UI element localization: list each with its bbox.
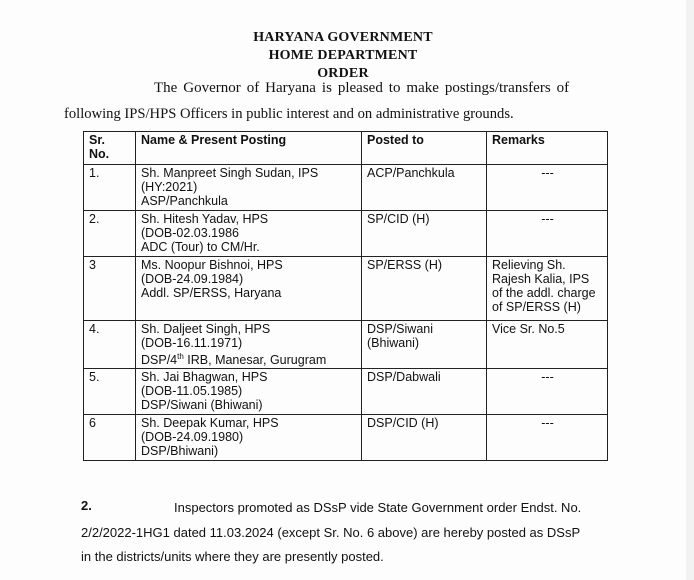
cell-remarks-line: Rajesh Kalia, IPS: [492, 272, 590, 286]
intro-line-2: following IPS/HPS Officers in public interest and on administrative grounds.: [64, 106, 514, 122]
cell-posted-to: [362, 369, 487, 415]
paragraph-line-1: Inspectors promoted as DSsP vide State Government order Endst. No.: [174, 500, 582, 515]
cell-name-posting-line: Sh. Hitesh Yadav, HPS: [141, 212, 269, 226]
cell-posted-to: [362, 257, 487, 321]
cell-name-posting-line: DSP/4th IRB, Manesar, Gurugram: [141, 352, 327, 368]
cell-posted-to-line: DSP/Dabwali: [367, 370, 441, 385]
cell-name-posting-line: DSP/Siwani (Bhiwani): [141, 398, 263, 413]
cell-remarks: [487, 415, 608, 461]
cell-sr-no: 4.: [84, 321, 136, 369]
cell-remarks-line: ---: [541, 370, 554, 385]
cell-remarks-line: ---: [541, 212, 554, 226]
cell-posted-to-line: (Bhiwani): [367, 336, 420, 350]
cell-name-posting-line: (DOB-24.09.1984): [141, 272, 244, 286]
cell-name-posting: [136, 415, 362, 461]
cell-remarks: [487, 165, 608, 211]
page-edge: [686, 0, 694, 580]
postings-table: [83, 131, 608, 461]
cell-name-posting-line: Sh. Daljeet Singh, HPS: [141, 322, 271, 336]
table-row: [84, 165, 608, 211]
cell-name-posting-line: Ms. Noopur Bishnoi, HPS: [141, 258, 283, 272]
col-header-sr: Sr. No.: [84, 132, 136, 165]
table-row: [84, 415, 608, 461]
cell-sr-no: 6: [84, 415, 136, 461]
cell-remarks-line: of the addl. charge: [492, 286, 596, 300]
cell-name-posting-line: DSP/Bhiwani): [141, 444, 219, 459]
paragraph-number: 2.: [81, 498, 92, 513]
header-line-government: HARYANA GOVERNMENT: [253, 30, 433, 45]
cell-remarks-line: ---: [541, 166, 554, 180]
cell-remarks-line: Relieving Sh.: [492, 258, 566, 272]
cell-remarks: [487, 321, 608, 369]
cell-name-posting-line: (DOB-16.11.1971): [141, 336, 243, 350]
cell-name-posting: [136, 211, 362, 257]
cell-posted-to: [362, 165, 487, 211]
intro-line-1: The Governor of Haryana is pleased to make postings/transfers of: [154, 80, 570, 96]
cell-name-posting-line: (DOB-11.05.1985): [141, 384, 243, 399]
cell-posted-to-line: DSP/CID (H): [367, 416, 439, 431]
cell-sr-no: 2.: [84, 211, 136, 257]
cell-name-posting-line: ASP/Panchkula: [141, 194, 228, 208]
cell-remarks-line: ---: [541, 416, 554, 431]
cell-remarks: [487, 211, 608, 257]
paragraph-line-2: 2/2/2022-1HG1 dated 11.03.2024 (except Sr. No. 6 above) are hereby posted as DSsP: [81, 525, 581, 540]
cell-name-posting-line: ADC (Tour) to CM/Hr.: [141, 240, 260, 254]
cell-posted-to: [362, 415, 487, 461]
cell-remarks: [487, 257, 608, 321]
table-row: [84, 211, 608, 257]
table-body: [84, 165, 608, 461]
cell-name-posting: [136, 257, 362, 321]
paragraph-line-3: in the districts/units where they are presently posted.: [81, 549, 384, 564]
cell-sr-no: 3: [84, 257, 136, 321]
cell-name-posting: [136, 165, 362, 211]
cell-posted-to: [362, 321, 487, 369]
cell-posted-to: [362, 211, 487, 257]
cell-sr-no: 1.: [84, 165, 136, 211]
table-row: [84, 321, 608, 369]
cell-name-posting-line: Sh. Deepak Kumar, HPS: [141, 416, 279, 431]
cell-remarks-line: Vice Sr. No.5: [492, 322, 565, 336]
cell-name-posting-line: Sh. Manpreet Singh Sudan, IPS: [141, 166, 319, 180]
cell-sr-no: 5.: [84, 369, 136, 415]
cell-name-posting: [136, 369, 362, 415]
col-header-remarks: Remarks: [487, 132, 608, 165]
cell-name-posting: [136, 321, 362, 369]
cell-posted-to-line: DSP/Siwani: [367, 322, 433, 336]
cell-name-posting-line: (DOB-02.03.1986: [141, 226, 239, 240]
cell-name-posting-line: (HY:2021): [141, 180, 198, 194]
cell-remarks: [487, 369, 608, 415]
col-header-name: Name & Present Posting: [136, 132, 362, 165]
table-header-row: [84, 132, 608, 165]
cell-posted-to-line: SP/CID (H): [367, 212, 430, 226]
table-row: [84, 257, 608, 321]
cell-posted-to-line: SP/ERSS (H): [367, 258, 443, 272]
cell-remarks-line: of SP/ERSS (H): [492, 300, 581, 314]
header-line-department: HOME DEPARTMENT: [268, 48, 418, 63]
cell-name-posting-line: Sh. Jai Bhagwan, HPS: [141, 370, 268, 385]
table-row: [84, 369, 608, 415]
cell-posted-to-line: ACP/Panchkula: [367, 166, 455, 180]
header-line-order: ORDER: [317, 66, 369, 81]
cell-name-posting-line: Addl. SP/ERSS, Haryana: [141, 286, 282, 300]
cell-name-posting-line: (DOB-24.09.1980): [141, 430, 244, 445]
col-header-posted: Posted to: [362, 132, 487, 165]
